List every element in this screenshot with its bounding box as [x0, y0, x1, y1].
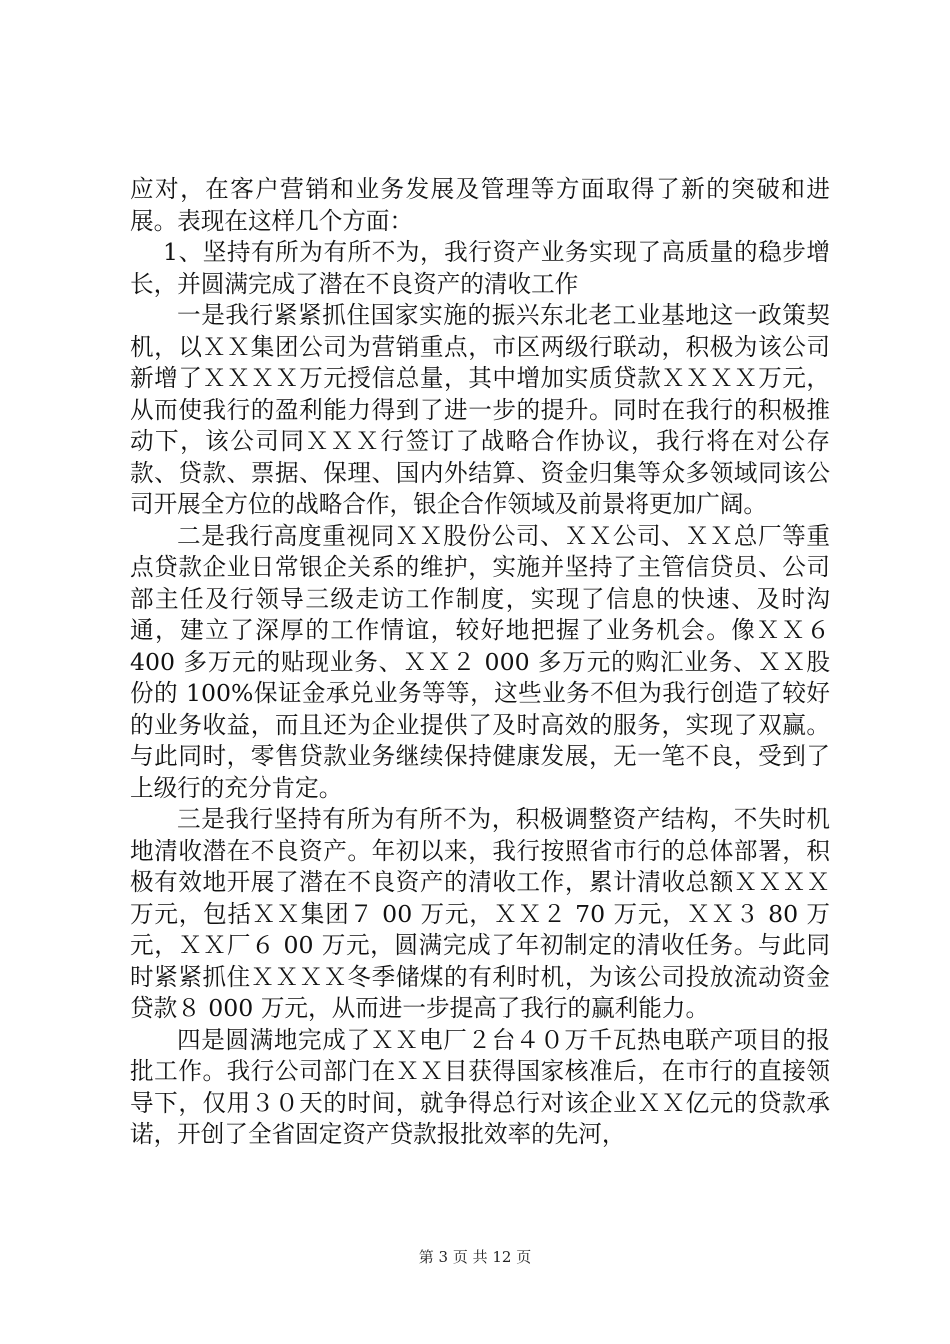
page-number-footer: 第 3 页 共 12 页: [418, 1248, 532, 1266]
paragraph-point-two: 二是我行高度重视同ＸＸ股份公司、ＸＸ公司、ＸＸ总厂等重点贷款企业日常银企关系的维护，实施并坚持了主管信贷员、公司部主任及行领导三级走访工作制度，实现了信息的快速、及时沟通，建立了深厚的工作情谊，较好地把握了业务机会。像ＸＸ６ 400 多万元的贴现业务、ＸＸ２ 000 多万元的购汇业务、ＸＸ股份的 100%保证金承兑业务等等，这些业务不但为我行创造了较好的业务收益，而且还为企业提供了及时高效的服务，实现了双赢。与此同时，零售贷款业务继续保持健康发展，无一笔不良，受到了上级行的充分肯定。: [130, 521, 830, 802]
paragraph-section-heading: 1、坚持有所为有所不为，我行资产业务实现了高质量的稳步增长，并圆满完成了潜在不良资产的清收工作: [130, 238, 830, 298]
paragraph-point-three: 三是我行坚持有所为有所不为，积极调整资产结构，不失时机地清收潜在不良资产。年初以来，我行按照省市行的总体部署，积极有效地开展了潜在不良资产的清收工作，累计清收总额ＸＸＸＸ万元，包括ＸＸ集团７ 00 万元，ＸＸ２ 70 万元，ＸＸ３ 80 万元，ＸＸ厂６ 00 万元，圆满完成了年初制定的清收任务。与此同时紧紧抓住ＸＸＸＸ冬季储煤的有利时机，为该公司投放流动资金贷款８ 000 万元，从而进一步提高了我行的赢利能力。: [130, 805, 830, 1022]
document-body: [130, 174, 830, 1151]
paragraph-point-four: 四是圆满地完成了ＸＸ电厂２台４０万千瓦热电联产项目的报批工作。我行公司部门在ＸＸ目获得国家核准后，在市行的直接领导下，仅用３０天的时间，就争得总行对该企业ＸＸ亿元的贷款承诺，开创了全省固定资产贷款报批效率的先河，: [130, 1025, 830, 1148]
paragraph-intro: 应对，在客户营销和业务发展及管理等方面取得了新的突破和进展。表现在这样几个方面：: [130, 175, 830, 235]
paragraph-point-one: 一是我行紧紧抓住国家实施的振兴东北老工业基地这一政策契机，以ＸＸ集团公司为营销重点，市区两级行联动，积极为该公司新增了ＸＸＸＸ万元授信总量，其中增加实质贷款ＸＸＸＸ万元，从而使我行的盈利能力得到了进一步的提升。同时在我行的积极推动下，该公司同ＸＸＸ行签订了战略合作协议，我行将在对公存款、贷款、票据、保理、国内外结算、资金归集等众多领域同该公司开展全方位的战略合作，银企合作领域及前景将更加广阔。: [130, 301, 830, 518]
